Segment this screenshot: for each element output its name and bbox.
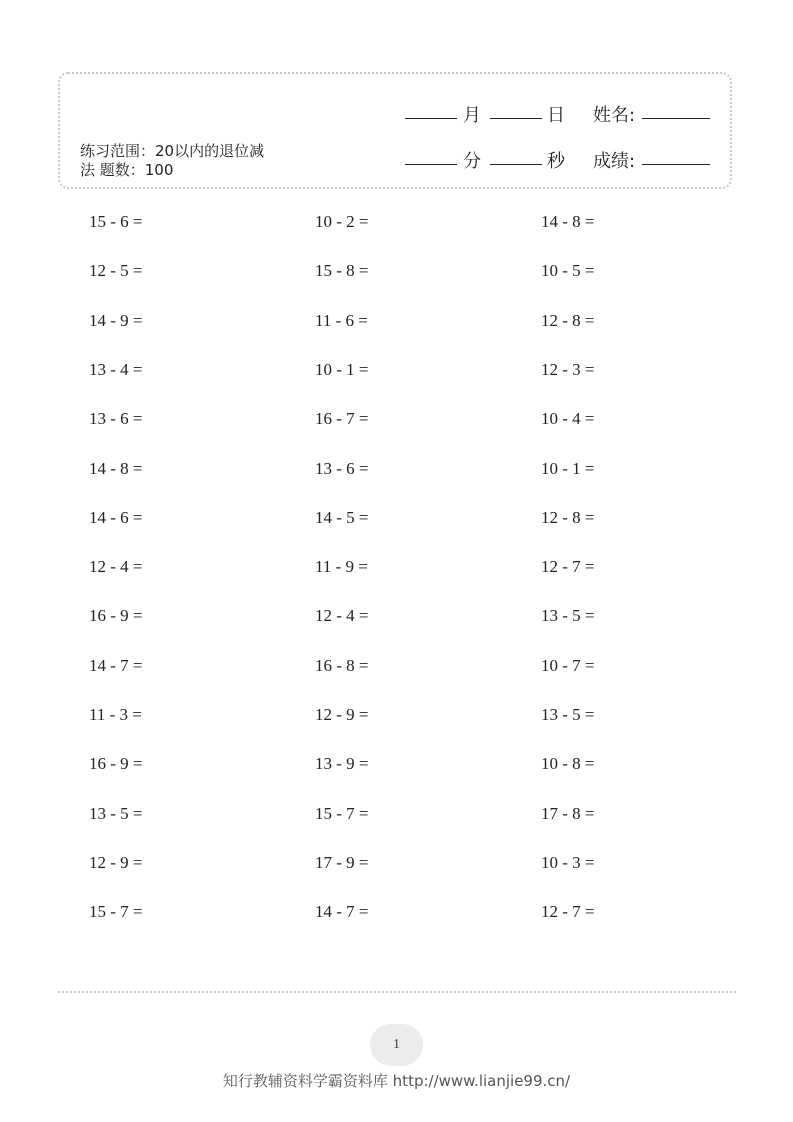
problem-item: 11 - 6 = <box>315 311 368 330</box>
problem-item: 15 - 7 = <box>89 902 143 921</box>
problem-item: 14 - 8 = <box>541 212 595 231</box>
problem-item: 13 - 9 = <box>315 754 369 773</box>
problem-item: 16 - 8 = <box>315 656 369 675</box>
problem-item: 12 - 8 = <box>541 508 595 527</box>
minute-label: 分 <box>463 151 481 172</box>
problem-item: 10 - 7 = <box>541 656 595 675</box>
problem-item: 14 - 7 = <box>89 656 143 675</box>
problem-item: 14 - 5 = <box>315 508 369 527</box>
problem-item: 12 - 4 = <box>315 606 369 625</box>
problem-item: 17 - 9 = <box>315 853 369 872</box>
problem-item: 13 - 6 = <box>315 459 369 478</box>
problem-item: 14 - 8 = <box>89 459 143 478</box>
problem-item: 13 - 5 = <box>541 705 595 724</box>
problem-item: 10 - 8 = <box>541 754 595 773</box>
problem-item: 14 - 7 = <box>315 902 369 921</box>
problem-item: 12 - 8 = <box>541 311 595 330</box>
problem-item: 17 - 8 = <box>541 804 595 823</box>
second-label: 秒 <box>547 151 565 172</box>
problem-item: 13 - 5 = <box>89 804 143 823</box>
problem-item: 14 - 6 = <box>89 508 143 527</box>
problem-item: 10 - 4 = <box>541 409 595 428</box>
problem-item: 10 - 1 = <box>541 459 595 478</box>
problem-item: 16 - 7 = <box>315 409 369 428</box>
footer-divider <box>58 991 736 993</box>
page-number-badge <box>370 1024 423 1066</box>
score-label: 成绩: <box>593 151 636 172</box>
problem-item: 16 - 9 = <box>89 606 143 625</box>
problem-item: 12 - 7 = <box>541 902 595 921</box>
problem-item: 10 - 1 = <box>315 360 369 379</box>
practice-range-line2: 法 题数：100 <box>80 161 174 179</box>
problem-item: 13 - 6 = <box>89 409 143 428</box>
problem-item: 12 - 3 = <box>541 360 595 379</box>
day-label: 日 <box>547 105 565 126</box>
problem-item: 14 - 9 = <box>89 311 143 330</box>
problem-item: 12 - 7 = <box>541 557 595 576</box>
problem-item: 11 - 3 = <box>89 705 142 724</box>
month-label: 月 <box>463 105 481 126</box>
problem-item: 11 - 9 = <box>315 557 368 576</box>
problem-item: 16 - 9 = <box>89 754 143 773</box>
name-label: 姓名: <box>593 105 636 126</box>
problem-item: 12 - 4 = <box>89 557 143 576</box>
problem-item: 13 - 5 = <box>541 606 595 625</box>
problem-item: 10 - 5 = <box>541 261 595 280</box>
problem-item: 10 - 2 = <box>315 212 369 231</box>
problem-item: 13 - 4 = <box>89 360 143 379</box>
problem-item: 12 - 9 = <box>89 853 143 872</box>
problem-item: 15 - 6 = <box>89 212 143 231</box>
practice-range-line1: 练习范围：20以内的退位减 <box>80 142 265 160</box>
problem-item: 12 - 5 = <box>89 261 143 280</box>
page-number: 1 <box>393 1037 400 1052</box>
problem-item: 10 - 3 = <box>541 853 595 872</box>
problem-item: 15 - 8 = <box>315 261 369 280</box>
problem-item: 15 - 7 = <box>315 804 369 823</box>
problem-item: 12 - 9 = <box>315 705 369 724</box>
footer-site-text: 知行教辅资料学霸资料库 http://www.lianjie99.cn/ <box>222 1072 571 1090</box>
